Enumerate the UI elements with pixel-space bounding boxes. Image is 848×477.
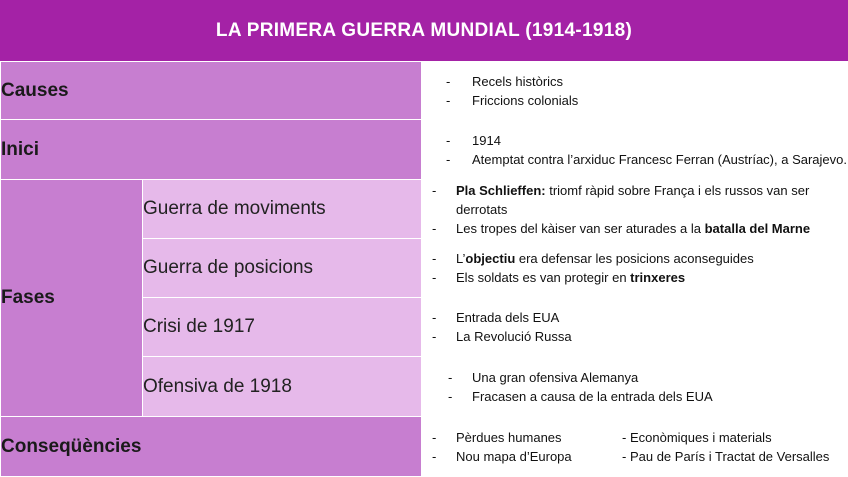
heading-consequencies: Conseqüències	[1, 417, 422, 477]
phase-crisi: Crisi de 1917	[143, 298, 422, 357]
crisi-item: Entrada dels EUA	[456, 310, 560, 325]
list-item	[622, 447, 829, 466]
heading-inici: Inici	[1, 120, 422, 180]
inici-item: 1914	[472, 132, 501, 148]
guerra-posicions-content	[422, 239, 848, 298]
list-item	[422, 308, 848, 327]
causes-item: Recels històrics	[472, 73, 564, 89]
consequencies-col-2	[622, 428, 829, 466]
bold-term: Pla Schlieffen:	[456, 182, 546, 198]
bold-term: objectiu	[465, 251, 516, 266]
consequencies-item: - Pau de París i Tractat de Versalles	[622, 448, 830, 464]
list-item	[422, 72, 848, 91]
dash-bullet: -	[432, 310, 437, 325]
dash-bullet: -	[446, 132, 451, 148]
ofensiva-content	[422, 357, 848, 417]
dash-bullet: -	[448, 388, 453, 404]
bold-term: batalla del Marne	[704, 220, 811, 236]
crisi-content	[422, 298, 848, 357]
list-item	[422, 447, 622, 466]
list-item	[422, 150, 848, 169]
consequencies-item: Nou mapa d’Europa	[456, 448, 572, 464]
page-title: LA PRIMERA GUERRA MUNDIAL (1914-1918)	[0, 0, 848, 61]
dash-bullet: -	[448, 369, 453, 385]
consequencies-item: Pèrdues humanes	[456, 429, 562, 445]
row-causes	[1, 62, 848, 120]
dash-bullet: -	[432, 251, 437, 266]
item-text: era defensar les posicions aconseguides	[515, 251, 754, 266]
dash-bullet: -	[432, 329, 437, 344]
crisi-item: La Revolució Russa	[456, 329, 572, 344]
dash-bullet: -	[446, 151, 451, 167]
consequencies-col-1	[422, 428, 622, 466]
phase-guerra-posicions: Guerra de posicions	[143, 239, 422, 298]
causes-item: Friccions colonials	[472, 92, 579, 108]
list-item	[422, 368, 848, 387]
ofensiva-item: Una gran ofensiva Alemanya	[472, 369, 639, 385]
dash-bullet: -	[432, 182, 437, 198]
bold-term: trinxeres	[630, 270, 686, 285]
phase-guerra-moviments: Guerra de moviments	[143, 180, 422, 239]
list-item	[422, 91, 848, 110]
causes-content	[422, 62, 848, 120]
row-consequencies	[1, 417, 848, 477]
list-item	[422, 249, 848, 268]
list-item	[422, 387, 848, 406]
list-item	[422, 131, 848, 150]
list-item	[422, 181, 848, 219]
dash-bullet: -	[432, 220, 437, 236]
item-text: triomf ràpid sobre França i els russos van ser derrotats	[456, 182, 810, 217]
dash-bullet: -	[446, 92, 451, 108]
list-item	[422, 219, 848, 238]
row-guerra-moviments	[1, 180, 848, 239]
item-text: L’	[456, 251, 466, 266]
heading-fases: Fases	[1, 180, 143, 417]
list-item	[422, 327, 848, 346]
row-inici	[1, 120, 848, 180]
dash-bullet: -	[446, 73, 451, 89]
guerra-moviments-content	[422, 180, 848, 239]
consequencies-item: - Econòmiques i materials	[622, 429, 772, 445]
dash-bullet: -	[432, 429, 437, 445]
list-item	[422, 428, 622, 447]
list-item	[422, 268, 848, 287]
consequencies-content	[422, 417, 848, 477]
dash-bullet: -	[432, 448, 437, 464]
ofensiva-item: Fracasen a causa de la entrada dels EUA	[472, 388, 713, 404]
inici-content	[422, 120, 848, 180]
list-item	[622, 428, 829, 447]
heading-causes: Causes	[1, 62, 422, 120]
item-text: Els soldats es van protegir en	[456, 270, 631, 285]
summary-table	[0, 61, 848, 477]
dash-bullet: -	[432, 270, 437, 285]
phase-ofensiva: Ofensiva de 1918	[143, 357, 422, 417]
item-text: Les tropes del kàiser van ser aturades a la	[456, 220, 705, 236]
inici-item: Atemptat contra l’arxiduc Francesc Ferran (Austríac), a Sarajevo.	[472, 151, 847, 167]
